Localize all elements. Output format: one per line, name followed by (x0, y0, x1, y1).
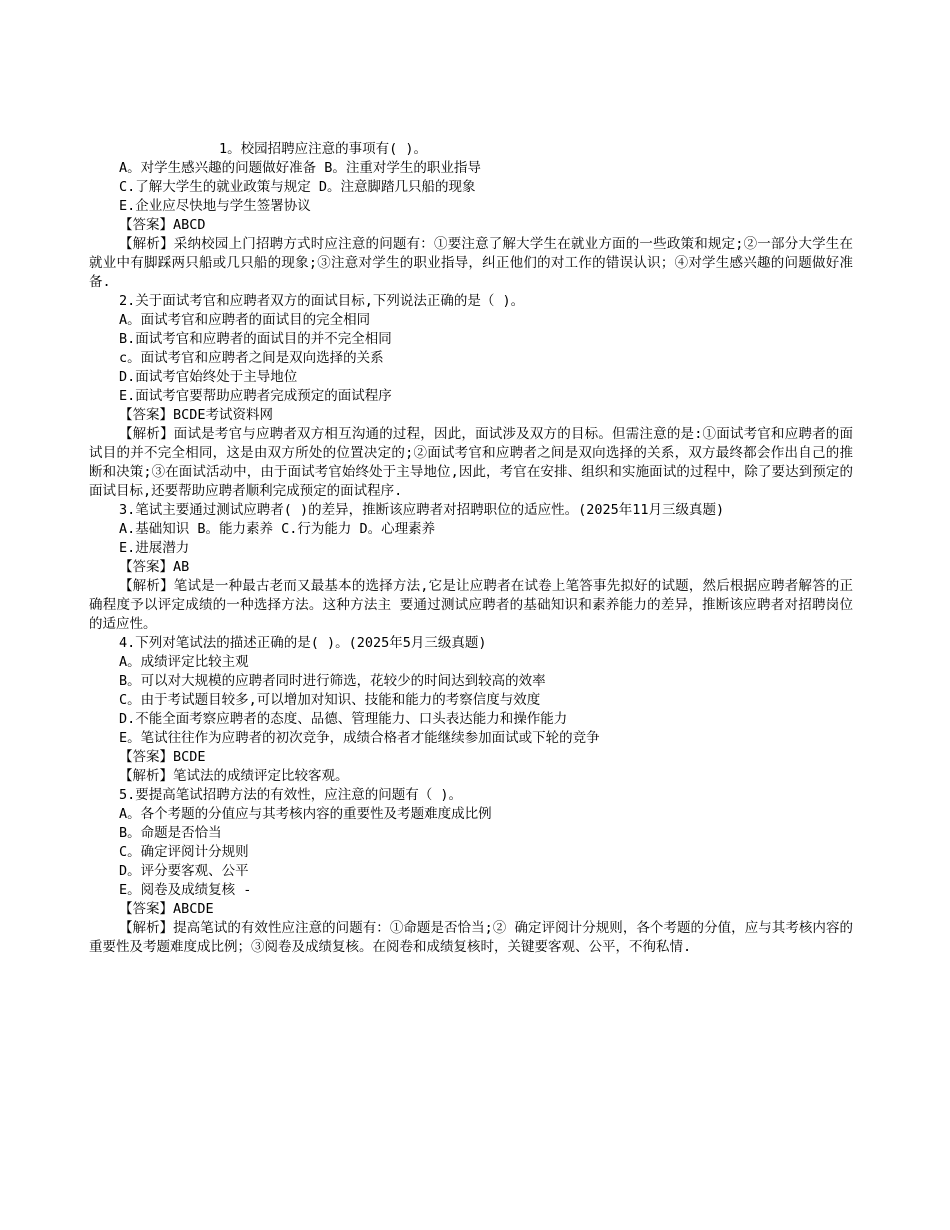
question-3 (89, 501, 853, 634)
option-line: D。评分要客观、公平 (119, 863, 249, 879)
question-stem: 4.下列对笔试法的描述正确的是( )。(2025年5月三级真题) (119, 635, 487, 651)
option-line: C。确定评阅计分规则 (119, 844, 249, 860)
option-line: A。对学生感兴趣的问题做好准备 B。注重对学生的职业指导 (119, 160, 481, 176)
question-stem: 2.关于面试考官和应聘者双方的面试目标,下列说法正确的是（ )。 (119, 293, 525, 309)
option-line: E.面试考官要帮助应聘者完成预定的面试程序 (119, 388, 392, 404)
option-line: D.不能全面考察应聘者的态度、品德、管理能力、口头表达能力和操作能力 (119, 711, 568, 727)
question-5 (89, 786, 853, 957)
option-line: C。由于考试题目较多,可以增加对知识、技能和能力的考察信度与效度 (119, 692, 541, 708)
option-line: E。阅卷及成绩复核 - (119, 882, 252, 898)
question-4 (89, 634, 853, 786)
answer-line: 【答案】BCDE (119, 749, 206, 765)
option-line: E.企业应尽快地与学生签署协议 (119, 198, 311, 214)
answer-line: 【答案】ABCD (119, 217, 206, 233)
question-stem: 1。校园招聘应注意的事项有( )。 (219, 141, 428, 157)
question-stem: 5.要提高笔试招聘方法的有效性，应注意的问题有（ )。 (119, 787, 463, 803)
answer-line: 【答案】BCDE考试资料网 (119, 407, 274, 423)
question-2 (89, 292, 853, 501)
option-line: C.了解大学生的就业政策与规定 D。注意脚踏几只船的现象 (119, 179, 476, 195)
option-line: D.面试考官始终处于主导地位 (119, 369, 298, 385)
question-1 (89, 140, 853, 292)
analysis-paragraph: 【解析】提高笔试的有效性应注意的问题有：①命题是否恰当;② 确定评阅计分规则，各个考题的分值，应与其考核内容的重要性及考题难度成比例；③阅卷及成绩复核。在阅卷和成绩复核时，关键要客观、公平，不徇私情. (89, 920, 853, 955)
answer-line: 【答案】AB (119, 559, 190, 575)
document-page (89, 140, 853, 957)
option-line: A。成绩评定比较主观 (119, 654, 249, 670)
analysis-paragraph: 【解析】笔试是一种最古老而又最基本的选择方法,它是让应聘者在试卷上笔答事先拟好的试题，然后根据应聘者解答的正确程度予以评定成绩的一种选择方法。这种方法主 要通过测试应聘者的基础知识和素养能力的差异，推断该应聘者对招聘岗位的适应性。 (89, 578, 853, 632)
option-line: A。面试考官和应聘者的面试目的完全相同 (119, 312, 371, 328)
option-line: A.基础知识 B。能力素养 C.行为能力 D。心理素养 (119, 521, 436, 537)
answer-line: 【答案】ABCDE (119, 901, 214, 917)
analysis-paragraph: 【解析】采纳校园上门招聘方式时应注意的问题有：①要注意了解大学生在就业方面的一些政策和规定;②一部分大学生在就业中有脚踩两只船或几只船的现象;③注意对学生的职业指导，纠正他们的对工作的错误认识；④对学生感兴趣的问题做好准备. (89, 236, 853, 290)
analysis-paragraph: 【解析】笔试法的成绩评定比较客观。 (119, 768, 349, 784)
option-line: E。笔试往往作为应聘者的初次竞争，成绩合格者才能继续参加面试或下轮的竞争 (119, 730, 600, 746)
option-line: B.面试考官和应聘者的面试目的并不完全相同 (119, 331, 392, 347)
analysis-paragraph: 【解析】面试是考官与应聘者双方相互沟通的过程，因此，面试涉及双方的目标。但需注意的是:①面试考官和应聘者的面试目的并不完全相同，这是由双方所处的位置决定的;②面试考官和应聘者之间是双向选择的关系，双方最终都会作出自己的推断和决策;③在面试活动中，由于面试考官始终处于主导地位,因此，考官在安排、组织和实施面试的过程中，除了要达到预定的面试目标,还要帮助应聘者顺利完成预定的面试程序. (89, 426, 853, 499)
question-stem: 3.笔试主要通过测试应聘者( )的差异，推断该应聘者对招聘职位的适应性。(2025年11月三级真题) (119, 502, 725, 518)
option-line: B。可以对大规模的应聘者同时进行筛选，花较少的时间达到较高的效率 (119, 673, 546, 689)
option-line: E.进展潜力 (119, 540, 190, 556)
option-line: A。各个考题的分值应与其考核内容的重要性及考题难度成比例 (119, 806, 492, 822)
option-line: B。命题是否恰当 (119, 825, 222, 841)
option-line: c。面试考官和应聘者之间是双向选择的关系 (119, 350, 384, 366)
